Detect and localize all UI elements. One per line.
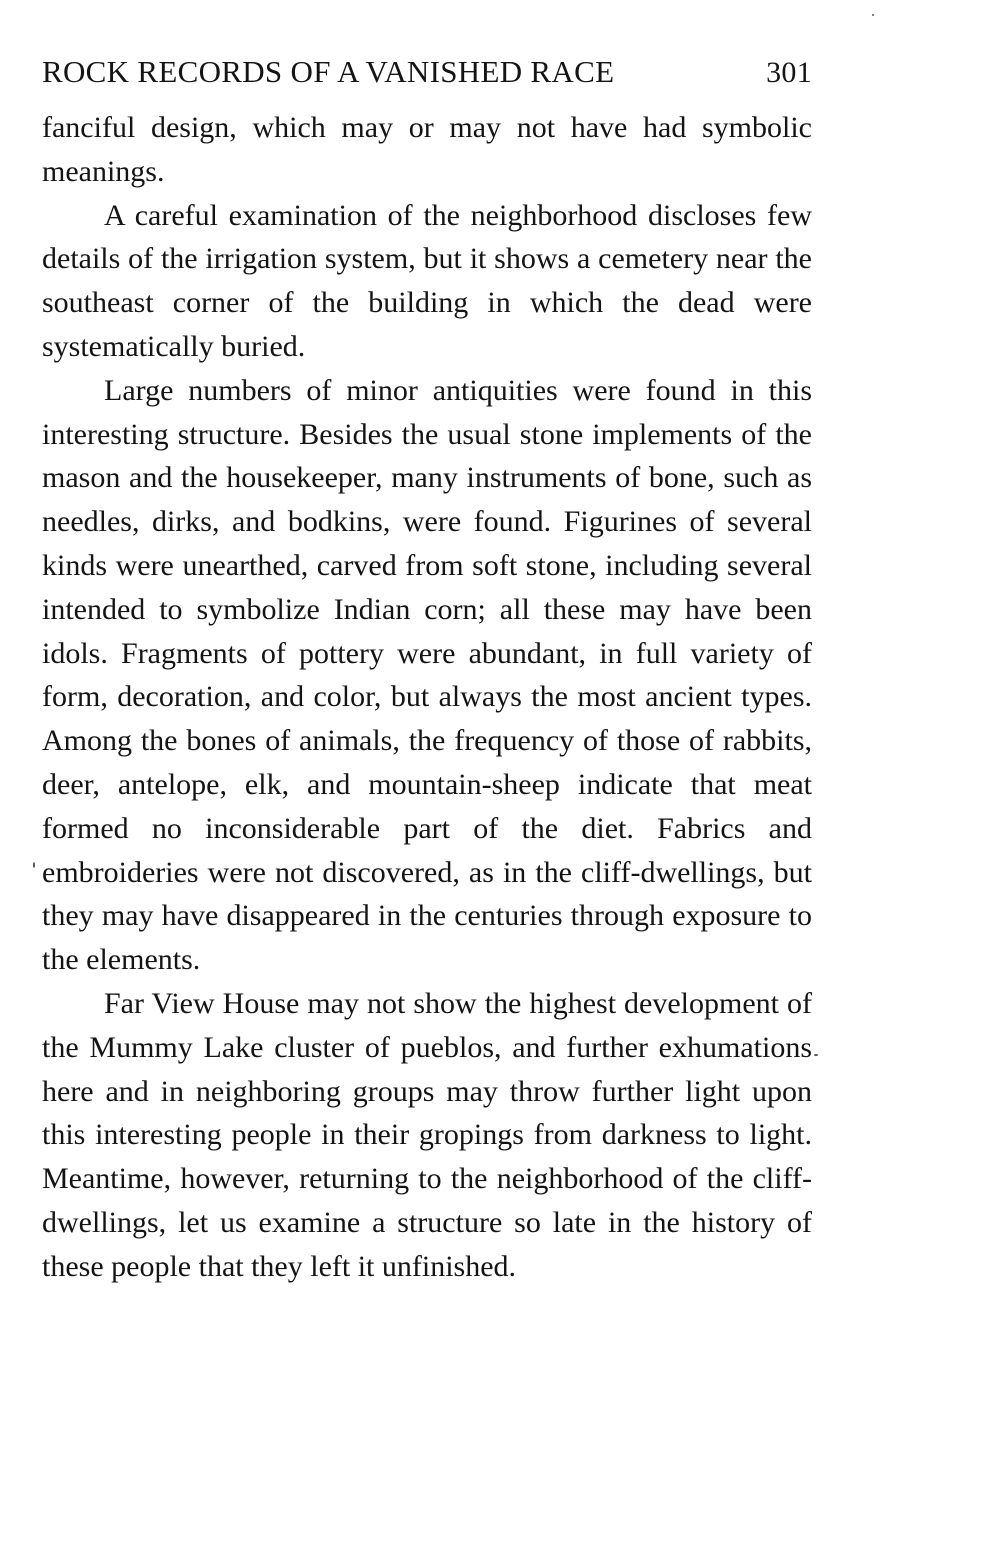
running-title: ROCK RECORDS OF A VANISHED RACE	[42, 54, 615, 89]
book-page	[42, 52, 812, 1289]
page-number: 301	[766, 56, 812, 89]
body-text	[42, 106, 812, 1289]
paragraph-continuation: fanciful design, which may or may not have had symbolic meanings.	[42, 111, 812, 188]
paragraph-far-view-house: Far View House may not show the highest development of the Mummy Lake cluster of pueblos, and further exhumations here and in neighboring groups may throw further light upon this interesting people in their gropings from darkness to light. Meantime, however, returning to the neighborhood of the cliff-dwellings, let us examine a structure so late in the history of these people that they left it unfinished.	[42, 986, 812, 1283]
paragraph-minor-antiquities: Large numbers of minor antiquities were found in this interesting structure. Besides the usual stone implements of the mason and the housekeeper, many instruments of bone, such as needles, dirks, and bodkins, were found. Figurines of several kinds were unearthed, carved from soft stone, including several intended to symbolize Indian corn; all these may have been idols. Fragments of pottery were abundant, in full variety of form, decoration, and color, but always the most ancient types. Among the bones of animals, the frequency of those of rabbits, deer, antelope, elk, and mountain-sheep indicate that meat formed no inconsiderable part of the diet. Fabrics and embroideries were not discovered, as in the cliff-dwellings, but they may have disappeared in the centuries through exposure to the elements.	[42, 373, 812, 977]
paragraph-irrigation-cemetery: A careful examination of the neighborhood discloses few details of the irrigation system, but it shows a cemetery near the southeast corner of the building in which the dead were systematically buried.	[42, 198, 812, 363]
running-head	[42, 52, 812, 92]
scan-speck	[814, 1054, 818, 1056]
scan-speck	[33, 862, 35, 868]
scan-speck	[872, 14, 874, 16]
